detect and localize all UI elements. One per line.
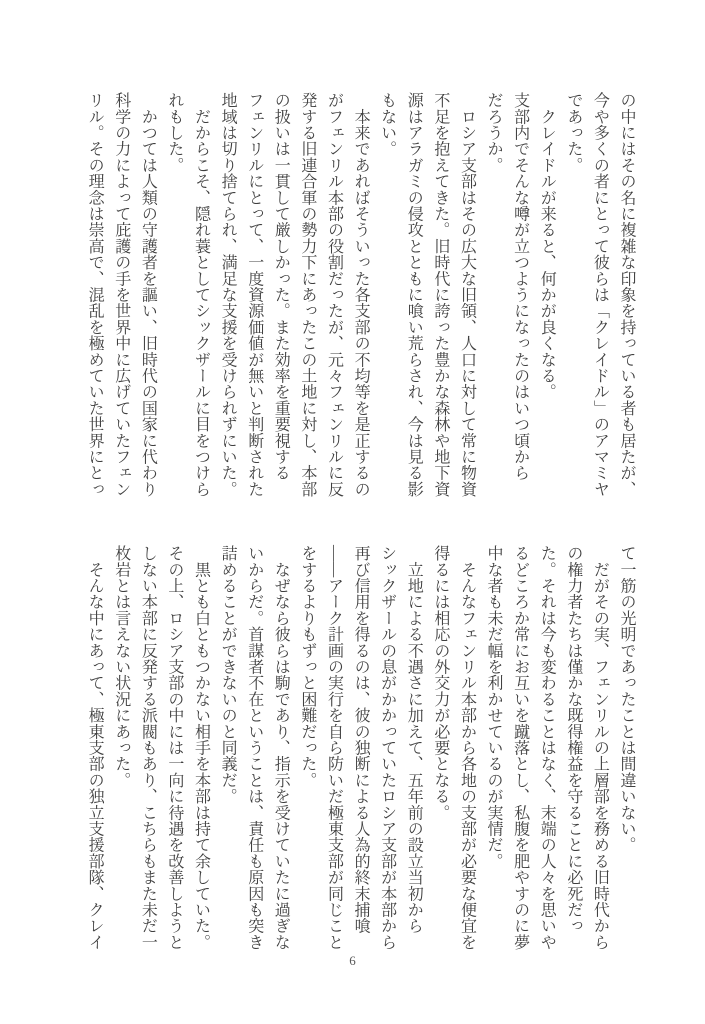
text-line: 黒とも白ともつかない相手を本部は持て余していた。 — [192, 545, 210, 950]
page-number: 6 — [349, 953, 356, 968]
text-line: 源はアラガミの侵攻とともに喰い荒らされ、今は見る影 — [405, 92, 423, 497]
text-line: 地域は切り捨てられ、満足な支援を受けられずにいた。 — [219, 92, 237, 497]
text-line: 得るには相応の外交力が必要となる。 — [431, 545, 449, 821]
text-line: なぜなら彼らは駒であり、指示を受けていたに過ぎな — [272, 545, 290, 950]
text-line: をするよりもずっと困難だった。 — [298, 545, 316, 788]
text-line: がフェンリル本部の役割だったが、元々フェンリルに反 — [325, 92, 343, 497]
text-line: であった。 — [564, 92, 582, 173]
text-line: 再び信用を得るのは、彼の独断による人為的終末捕喰 — [352, 545, 370, 934]
text-line: た。それは今も変わることはなく、末端の人々を思いや — [538, 545, 556, 950]
text-line: 本来であればそういった各支部の不均等を是正するの — [352, 92, 370, 497]
text-line: の扱いは一貫して厳しかった。また効率を重要視する — [272, 92, 290, 481]
text-line: その上、ロシア支部の中には一向に待遇を改善しようと — [165, 545, 183, 950]
text-line: るどころか常にお互いを蹴落とし、私腹を肥やすのに夢 — [511, 545, 529, 950]
text-line: の中にはその名に複雑な印象を持っている者も居たが、 — [618, 92, 635, 497]
text-line: シックザールの息がかかっていたロシア支部が本部から — [378, 545, 396, 950]
text-line: 中な者も未だ幅を利かせているのが実情だ。 — [485, 545, 503, 869]
text-line: ――アーク計画の実行を自ら防いだ極東支部が同じこと — [325, 545, 343, 950]
text-line: 詰めることができないのと同義だ。 — [219, 545, 237, 805]
text-line: 立地による不遇さに加えて、五年前の設立当初から — [405, 545, 423, 934]
text-line: そんな中にあって、極東支部の独立支援部隊、クレイ — [86, 545, 104, 950]
text-line: リル。その理念は崇高で、混乱を極めていた世界にとっ — [86, 92, 104, 497]
text-line: だからこそ、隠れ蓑としてシックザールに目をつけら — [192, 92, 210, 497]
text-line: 今や多くの者にとって彼らは「クレイドル」のアマミヤ — [591, 92, 609, 497]
text-line: 枚岩とは言えない状況にあった。 — [112, 545, 130, 788]
text-line: そんなフェンリル本部から各地の支部が必要な便宜を — [458, 545, 476, 950]
text-block-top — [79, 92, 639, 508]
text-block-bottom — [79, 545, 639, 961]
text-line: 支部内でそんな噂が立つようになったのはいつ頃から — [511, 92, 529, 481]
text-line: れもした。 — [165, 92, 183, 173]
text-line: の権力者たちは僅かな既得権益を守ることに必死だっ — [564, 545, 582, 934]
text-line: かつては人類の守護者を謳い、旧時代の国家に代わり — [139, 92, 157, 497]
text-line: もない。 — [378, 92, 396, 157]
text-line: 不足を抱えてきた。旧時代に誇った豊かな森林や地下資 — [431, 92, 449, 497]
text-line: フェンリルにとって、一度資源価値が無いと判断された — [245, 92, 263, 497]
text-line: ロシア支部はその広大な旧領、人口に対して常に物資 — [458, 92, 476, 497]
text-line: しない本部に反発する派閥もあり、こちらもまた未だ一 — [139, 545, 157, 950]
text-line: 発する旧連合軍の勢力下にあったこの土地に対し、本部 — [298, 92, 316, 497]
text-line: 科学の力によって庇護の手を世界中に広げていたフェン — [112, 92, 130, 497]
text-line: だがその実、フェンリルの上層部を務める旧時代から — [591, 545, 609, 950]
text-line: いからだ。首謀者不在ということは、責任も原因も突き — [245, 545, 263, 950]
text-line: クレイドルが来ると、何かが良くなる。 — [538, 92, 556, 400]
text-line: だろうか。 — [485, 92, 503, 173]
text-line: て一筋の光明であったことは間違いない。 — [618, 545, 635, 853]
